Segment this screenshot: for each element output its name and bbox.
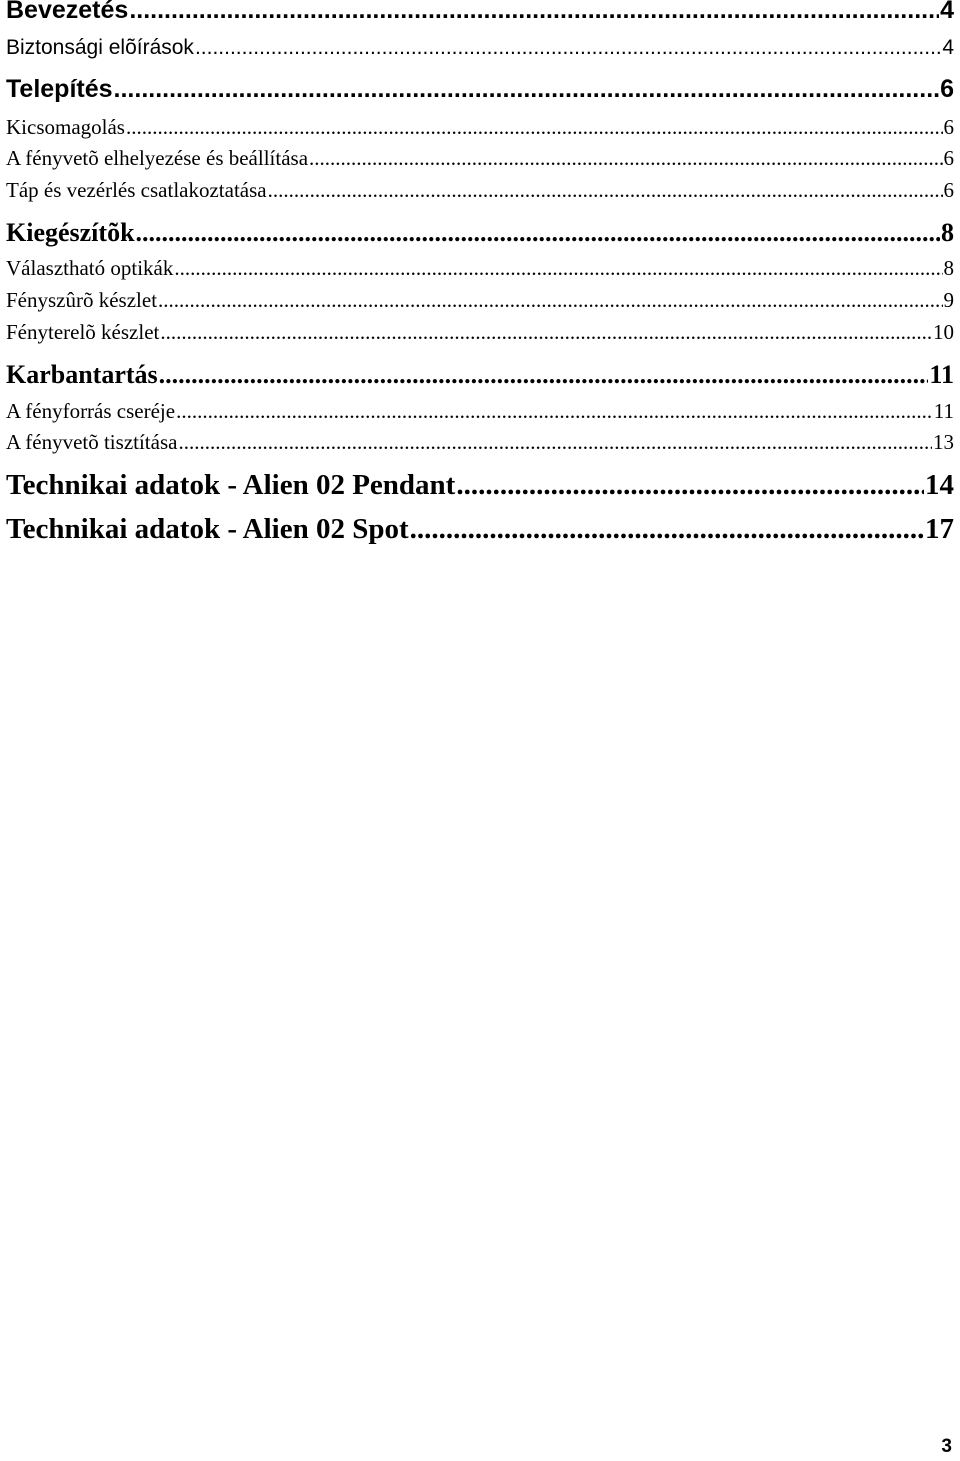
toc-entry-page: 4: [942, 36, 954, 59]
toc-entry-page: 14: [925, 469, 954, 501]
toc-entry-page: 6: [943, 178, 954, 202]
toc-leader-dots: [159, 360, 929, 390]
toc-entry-technikai-adatok-spot[interactable]: [6, 513, 954, 546]
toc-entry-fenyszuro-keszlet[interactable]: [6, 288, 954, 313]
toc-entry-title: Kicsomagolás: [6, 115, 125, 139]
toc-entry-fenyterelo-keszlet[interactable]: [6, 320, 954, 345]
toc-entry-title: A fényvetõ tisztítása: [6, 430, 178, 454]
toc-leader-dots: [174, 256, 942, 281]
toc-entry-fenyveto-elhelyezese[interactable]: [6, 146, 954, 171]
toc-entry-page: 6: [943, 115, 954, 139]
toc-entry-title: Fényterelõ készlet: [6, 320, 160, 344]
toc-leader-dots: [114, 75, 940, 104]
toc-entry-title: Biztonsági elõírások: [6, 36, 194, 59]
toc-entry-page: 11: [929, 360, 954, 389]
toc-entry-page: 6: [943, 146, 954, 170]
toc-entry-biztonsagi-eloirasok[interactable]: [6, 36, 954, 60]
toc-entry-technikai-adatok-pendant[interactable]: [6, 469, 954, 502]
toc-entry-page: 6: [940, 75, 954, 103]
toc-entry-page: 13: [933, 430, 954, 454]
toc-entry-tap-es-vezerles[interactable]: [6, 178, 954, 203]
toc-leader-dots: [129, 0, 939, 25]
toc-entry-page: 4: [940, 0, 954, 24]
toc-entry-telepites[interactable]: [6, 75, 954, 104]
toc-entry-title: A fényforrás cseréje: [6, 399, 176, 423]
toc-leader-dots: [158, 288, 942, 313]
toc-entry-bevezetes[interactable]: [6, 0, 954, 25]
toc-entry-title: Választható optikák: [6, 256, 174, 280]
toc-entry-fenyforras-csereje[interactable]: [6, 399, 954, 424]
toc-entry-title: Kiegészítõk: [6, 218, 135, 247]
toc-leader-dots: [410, 513, 924, 546]
page-number: 3: [941, 1436, 952, 1457]
toc-entry-page: 10: [933, 320, 954, 344]
toc-entry-page: 17: [925, 513, 954, 545]
toc-entry-title: Bevezetés: [6, 0, 129, 24]
toc-leader-dots: [136, 218, 940, 248]
toc-leader-dots: [268, 178, 943, 203]
toc-entry-page: 8: [941, 218, 954, 247]
toc-entry-title: A fényvetõ elhelyezése és beállítása: [6, 146, 309, 170]
toc-entry-valaszthato-optikak[interactable]: [6, 256, 954, 281]
toc-leader-dots: [195, 36, 941, 60]
toc-leader-dots: [176, 399, 933, 424]
toc-entry-fenyveto-tisztitasa[interactable]: [6, 430, 954, 455]
toc-entry-kiegeszitok[interactable]: [6, 218, 954, 248]
toc-entry-title: Technikai adatok - Alien 02 Pendant: [6, 469, 456, 501]
toc-leader-dots: [178, 430, 932, 455]
toc-entry-page: 9: [943, 288, 954, 312]
toc-entry-page: 8: [943, 256, 954, 280]
toc-entry-title: Telepítés: [6, 75, 113, 103]
toc-leader-dots: [126, 115, 943, 140]
toc-leader-dots: [456, 469, 924, 502]
toc-entry-karbantartas[interactable]: [6, 360, 954, 390]
toc-leader-dots: [160, 320, 932, 345]
toc-entry-title: Technikai adatok - Alien 02 Spot: [6, 513, 409, 545]
toc-entry-title: Fényszûrõ készlet: [6, 288, 158, 312]
toc-leader-dots: [309, 146, 942, 171]
toc-entry-title: Táp és vezérlés csatlakoztatása: [6, 178, 267, 202]
toc-entry-kicsomagolas[interactable]: [6, 115, 954, 140]
toc-entry-title: Karbantartás: [6, 360, 158, 389]
toc-entry-page: 11: [933, 399, 954, 423]
